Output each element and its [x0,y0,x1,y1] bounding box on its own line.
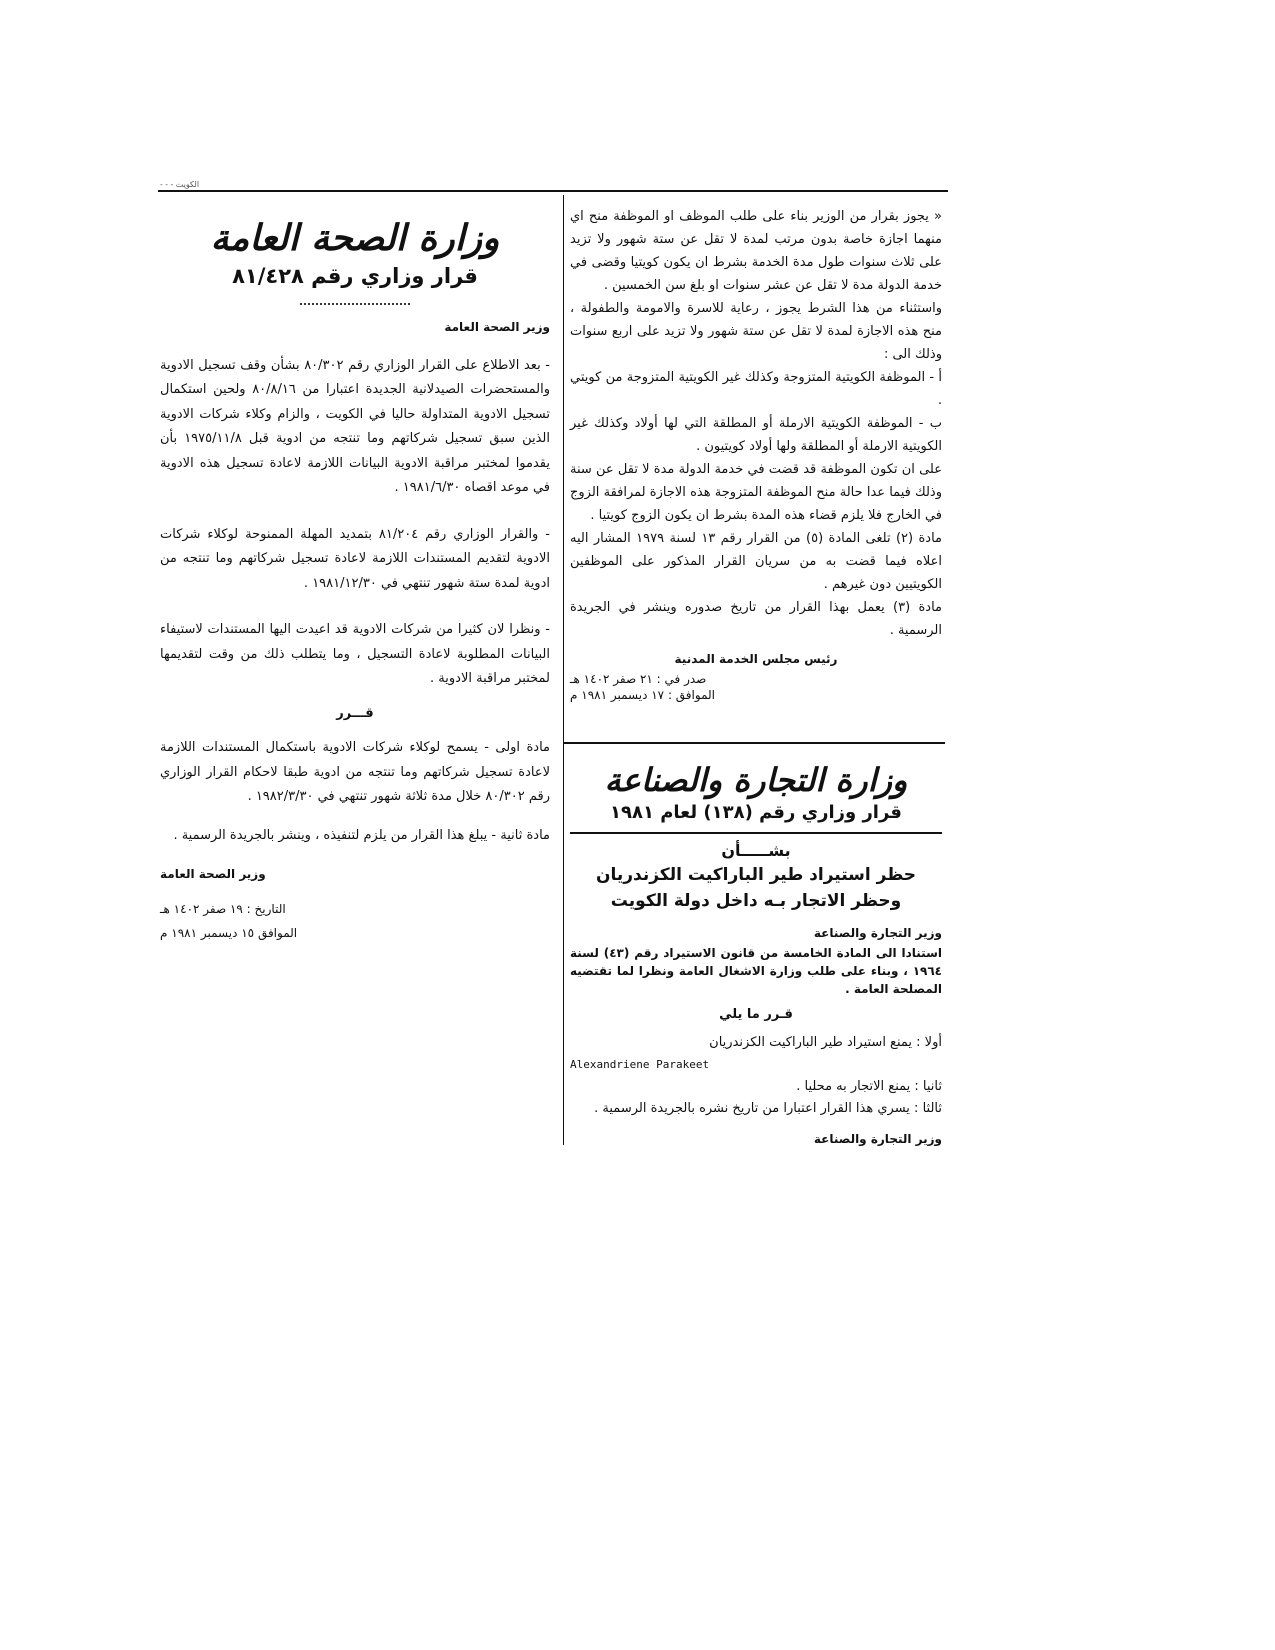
left-column [160,215,550,946]
preamble-paragraph: - والقرار الوزاري رقم ٨١/٢٠٤ بتمديد المهلة الممنوحة لوكلاء شركات الادوية لتقديم المستندات اللازمة لاعادة تسجيل شركاتهم وما تنتجه من ادوية لمدة ستة شهور تنتهي في ١٩٨١/١٢/٣٠ . [160,526,550,591]
decorative-rule [300,295,410,305]
article-2: مادة (٢) تلغى المادة (٥) من القرار رقم ١٣ لسنة ١٩٧٩ المشار اليه اعلاه فيما قضت به من سريان القرار المذكور على الموظفين الكويتيين دون غيرهم . [570,531,943,592]
column-divider [563,195,564,1145]
signature: وزير الصحة العامة [160,867,266,881]
clause-third: ثالثا : يسري هذا القرار اعتبارا من تاريخ نشره بالجريدة الرسمية . [594,1101,942,1116]
article-first: مادة اولى - يسمح لوكلاء شركات الادوية باستكمال المستندات اللازمة لاعادة تسجيل شركاتهم وما تنتجه من ادوية طبقا لاحكام القرار الوزاري رقم ٨٠/٣٠٢ خلال مدة ثلاثة شهور تنتهي في ١٩٨٢/٣/٣٠ . [160,740,550,804]
decides-heading: قـرر ما يلي [719,1007,793,1022]
top-rule [158,190,948,192]
article-second: مادة ثانية - يبلغ هذا القرار من يلزم لتنفيذه ، وينشر بالجريدة الرسمية . [173,827,550,843]
decree-subject: حظر استيراد طير الباراكيت الكزندريان وحظر الاتجار بـه داخل دولة الكويت [595,865,917,911]
decree-title: قرار وزاري رقم ٨١/٤٢٨ [232,264,478,288]
clause-second: ثانيا : يمنع الاتجار به محليا . [796,1079,942,1094]
corresponding-date: الموافق : ١٧ ديسمبر ١٩٨١ م [570,688,716,702]
ministry-heading: وزارة الصحة العامة [210,217,500,259]
species-latin-name: Alexandriene Parakeet [570,1058,710,1071]
issued-date: صدر في : ٢١ صفر ١٤٠٢ هـ [570,672,707,686]
section-rule [563,742,945,744]
right-bottom-column [570,760,942,1150]
preamble-paragraph: - ونظرا لان كثيرا من شركات الادوية قد اعيدت اليها المستندات لاستيفاء البيانات المطلوبة لاعادة التسجيل ، وما يتطلب ذلك من وقت لتقديمها لمختبر مراقبة الادوية . [160,622,550,686]
item-b: ب - الموظفة الكويتية الارملة أو المطلقة التي لها أولاد وكذلك غير الكويتية الارملة أو المطلقة ولها أولاد كويتيون . [570,416,942,454]
exception-paragraph: واستثناء من هذا الشرط يجوز ، رعاية للاسرة والامومة والطفولة ، منح هذه الاجازة لمدة لا تقل عن ستة شهور ولا تزيد على اربع سنوات وذلك الى : [570,301,942,362]
date-gregorian: الموافق ١٥ ديسمبر ١٩٨١ م [160,926,298,940]
preamble-paragraph: استنادا الى المادة الخامسة من قانون الاستيراد رقم (٤٣) لسنة ١٩٦٤ ، وبناء على طلب وزارة الاشغال العامة ونظرا لما تقتضيه المصلحة العامة . [570,946,942,996]
quoted-provision: « يجوز بقرار من الوزير بناء على طلب الموظف او الموظفة منح اي منهما اجازة خاصة بدون مرتب لمدة لا تقل عن ستة شهور ولا تزيد على ثلاث سنوات طول مدة الخدمة بشرط ان يكون كويتيا وقضى في خدمة الدولة مدة لا تقل عن عشر سنوات او بلغ سن الخمسين . [570,209,942,293]
ministry-heading: وزارة التجارة والصناعة [604,761,908,799]
page-header-mark: - - - الكويت [160,180,200,189]
preamble-paragraph: - بعد الاطلاع على القرار الوزاري رقم ٨٠/٣٠٢ بشأن وقف تسجيل الادوية والمستحضرات الصيدلانية الجديدة اعتبارا من ٨٠/٨/١٦ ولحين استكمال تسجيل الادوية المتداولة حاليا في الكويت ، والزام وكلاء شركات الادوية الذين سبق تسجيل شركاتهم وما تنتجه من ادوية قبل ١٩٧٥/١١/٨ بأن يقدموا لمختبر مراقبة الادوية البيانات اللازمة لاعادة تسجيل هذه الادوية في موعد اقصاه ١٩٨١/٦/٣٠ . [160,357,551,495]
condition-paragraph: على ان تكون الموظفة قد قضت في خدمة الدولة مدة لا تقل عن سنة وذلك فيما عدا حالة منح الموظفة المتزوجة هذه الاجازة لمرافقة الزوج في الخارج فلا يلزم قضاء هذه المدة بشرط ان يكون الزوج كويتيا . [570,462,942,523]
item-a: أ - الموظفة الكويتية المتزوجة وكذلك غير الكويتية المتزوجة من كويتي . [570,370,942,408]
title-underline [570,832,942,834]
regarding-label: بشـــــأن [721,841,791,860]
clause-first: أولا : يمنع استيراد طير الباراكيت الكزندريان [709,1035,942,1050]
minister-label: وزير التجارة والصناعة [813,926,942,940]
decides-heading: قـــرر [336,705,374,721]
signature: وزير التجارة والصناعة [813,1132,942,1146]
signature: رئيس مجلس الخدمة المدنية [674,652,838,666]
article-3: مادة (٣) يعمل بهذا القرار من تاريخ صدوره وينشر في الجريدة الرسمية . [570,600,942,638]
date-hijri: التاريخ : ١٩ صفر ١٤٠٢ هـ [160,901,286,916]
right-top-column [570,205,942,703]
decree-title: قرار وزاري رقم (١٣٨) لعام ١٩٨١ [610,802,902,823]
minister-label: وزير الصحة العامة [444,320,550,334]
